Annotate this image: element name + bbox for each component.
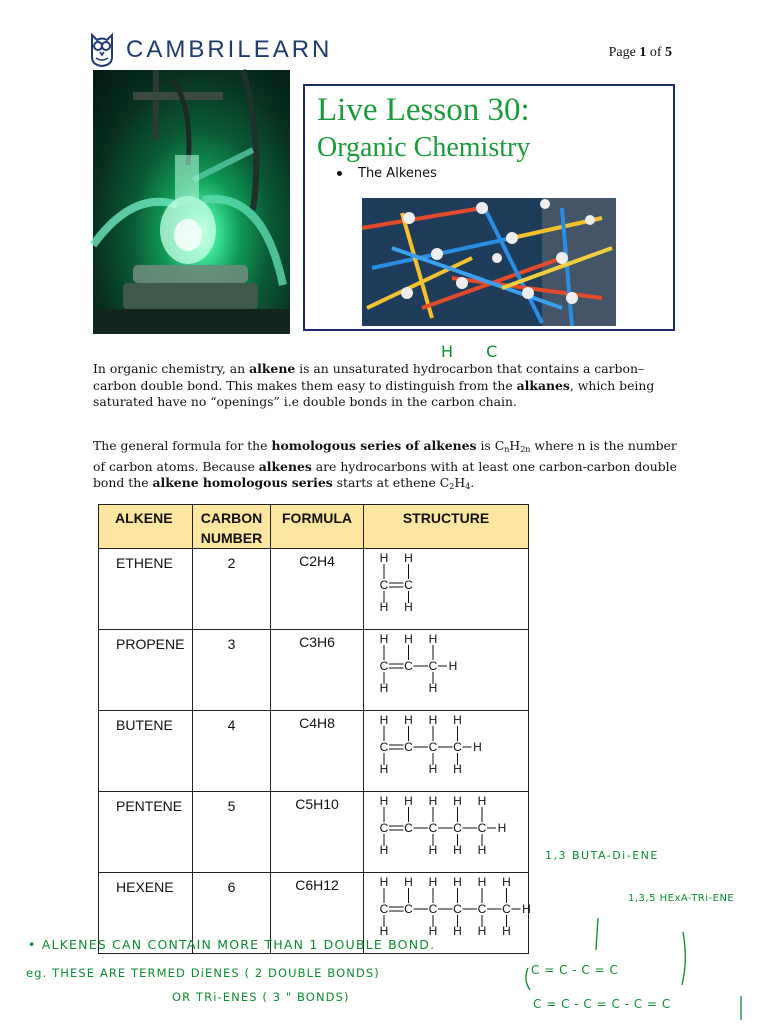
hydrogen-atom: H <box>453 875 462 889</box>
hydrogen-atom: H <box>502 924 511 938</box>
para2-text-6: starts at ethene C <box>332 475 450 491</box>
hydrogen-atom: H <box>428 762 438 776</box>
hydrogen-atom: H <box>428 632 438 646</box>
alkene-table <box>98 504 529 954</box>
hydrogen-atom: H <box>453 924 462 938</box>
alkene-name-cell: PENTENE <box>99 792 193 873</box>
page-prefix: Page <box>608 45 640 60</box>
hydrogen-atom: H <box>497 821 507 835</box>
carbon-atom: C <box>379 821 389 835</box>
carbon-atom: C <box>453 740 462 754</box>
owl-icon <box>88 31 116 69</box>
hydrogen-atom: H <box>404 875 413 889</box>
hydrogen-atom: H <box>404 713 413 727</box>
hydrogen-atom: H <box>453 713 462 727</box>
hydrogen-atom: H <box>477 794 487 808</box>
table-row <box>99 792 529 873</box>
para2-sub-h: 4 <box>465 482 471 492</box>
hydrogen-atom: H <box>428 924 438 938</box>
handwritten-hc: H C <box>441 342 512 361</box>
hydrogen-atom: H <box>428 794 438 808</box>
intro-paragraph <box>93 361 678 411</box>
para2-bold-3: alkene homologous series <box>152 475 333 491</box>
carbon-atom: C <box>404 659 413 673</box>
hydrogen-atom: H <box>453 843 462 857</box>
header-formula: FORMULA <box>271 505 364 549</box>
para1-text-1: In organic chemistry, an <box>93 361 250 376</box>
bullet-dot-icon <box>337 171 342 176</box>
para2-bold-1: homologous series of alkenes <box>271 438 477 453</box>
hydrogen-atom: H <box>428 713 438 727</box>
hydrogen-atom: H <box>502 875 511 889</box>
structural-formula <box>364 630 528 700</box>
hydrogen-atom: H <box>379 843 389 857</box>
table-row <box>99 711 529 792</box>
para2-text-8: . <box>470 475 475 491</box>
alkene-name-cell: HEXENE <box>99 873 193 954</box>
para2-sub-2n: 2n <box>520 445 531 454</box>
hydrogen-atom: H <box>453 762 462 776</box>
handwritten-diene-chain: C = C - C = C <box>531 963 619 977</box>
hydrogen-atom: H <box>448 659 458 673</box>
carbon-atom: C <box>428 902 438 916</box>
handwritten-hexatriene: 1,3,5 HExA-TRi-ENE <box>628 893 735 904</box>
hydrogen-atom: H <box>428 843 438 857</box>
formula-cell: C3H6 <box>271 630 364 711</box>
carbon-atom: C <box>428 659 438 673</box>
carbon-atom: C <box>404 902 413 916</box>
hydrogen-atom: H <box>379 551 389 565</box>
para2-text-3: H <box>509 438 521 453</box>
hydrogen-atom: H <box>404 551 413 565</box>
hydrogen-atom: H <box>379 632 389 646</box>
hydrogen-atom: H <box>428 875 438 889</box>
hydrogen-atom: H <box>379 762 389 776</box>
para2-text-5: are hydrocarbons with at least one carbon-carbon double bond the <box>93 458 677 491</box>
carbon-atom: C <box>477 821 487 835</box>
brand-name: CAMBRILEARN <box>126 36 333 63</box>
formula-cell: C5H10 <box>271 792 364 873</box>
carbon-atom: C <box>379 740 389 754</box>
structural-formula <box>364 711 528 781</box>
carbon-number-cell: 5 <box>193 792 271 873</box>
table-row <box>99 549 529 630</box>
molecular-model-photo <box>362 198 616 326</box>
lesson-title-box <box>303 84 675 331</box>
carbon-atom: C <box>453 821 462 835</box>
topic-bullet-text: The Alkenes <box>358 166 437 181</box>
carbon-number-cell: 6 <box>193 873 271 954</box>
hydrogen-atom: H <box>379 875 389 889</box>
para1-bold-alkene: alkene <box>249 361 296 376</box>
page-total: 5 <box>665 45 672 60</box>
carbon-atom: C <box>379 902 389 916</box>
formula-cell: C2H4 <box>271 549 364 630</box>
hydrogen-atom: H <box>379 600 389 614</box>
hydrogen-atom: H <box>477 924 487 938</box>
hydrogen-atom: H <box>379 681 389 695</box>
lesson-subtitle: Organic Chemistry <box>317 132 531 163</box>
para2-sub-c: 2 <box>449 482 455 492</box>
hydrogen-atom: H <box>477 843 487 857</box>
hydrogen-atom: H <box>473 740 482 754</box>
para1-text-2: is an unsaturated hydrocarbon that contains a carbon–carbon double bond. This makes them easy to distinguish from the <box>93 361 645 393</box>
hydrogen-atom: H <box>404 600 413 614</box>
hydrogen-atom: H <box>379 713 389 727</box>
handwritten-triene-chain: C = C - C = C - C = C <box>533 997 671 1011</box>
carbon-atom: C <box>502 902 511 916</box>
structure-cell <box>364 711 529 792</box>
carbon-atom: C <box>379 659 389 673</box>
para2-sub-n: n <box>504 445 510 454</box>
header-structure: STRUCTURE <box>364 505 529 549</box>
carbon-atom: C <box>379 578 389 592</box>
carbon-atom: C <box>477 902 487 916</box>
formula-paragraph <box>93 438 678 496</box>
alkene-name-cell: PROPENE <box>99 630 193 711</box>
structure-cell <box>364 792 529 873</box>
alkene-name-cell: ETHENE <box>99 549 193 630</box>
para2-text-7: H <box>454 475 466 491</box>
hydrogen-atom: H <box>477 875 487 889</box>
carbon-number-cell: 4 <box>193 711 271 792</box>
carbon-number-cell: 3 <box>193 630 271 711</box>
structure-cell <box>364 549 529 630</box>
hydrogen-atom: H <box>428 681 438 695</box>
para2-bold-2: alkenes <box>258 458 312 474</box>
carbon-atom: C <box>404 740 413 754</box>
topic-bullet <box>337 166 437 181</box>
page-of: of <box>646 45 665 60</box>
para1-bold-alkanes: alkanes <box>516 377 570 393</box>
carbon-atom: C <box>453 902 462 916</box>
formula-cell: C6H12 <box>271 873 364 954</box>
page-current: 1 <box>639 45 647 60</box>
para2-text-1: The general formula for the <box>93 438 272 453</box>
hydrogen-atom: H <box>379 924 389 938</box>
hydrogen-atom: H <box>404 632 413 646</box>
carbon-atom: C <box>404 578 413 592</box>
header-alkene: ALKENE <box>99 505 193 549</box>
para2-text-2: is C <box>476 438 505 453</box>
hydrogen-atom: H <box>522 902 531 916</box>
para1-text-3: , which being saturated have no “openings” i.e double bonds in the carbon chain. <box>93 377 655 410</box>
structural-formula <box>364 792 528 862</box>
header-carbon-number: CARBON NUMBER <box>193 505 271 549</box>
hydrogen-atom: H <box>379 794 389 808</box>
structure-cell <box>364 630 529 711</box>
carbon-atom: C <box>404 821 413 835</box>
table-row <box>99 630 529 711</box>
hydrogen-atom: H <box>453 794 462 808</box>
handwritten-butadiene: 1,3 BUTA-Di-ENE <box>545 849 659 862</box>
formula-cell: C4H8 <box>271 711 364 792</box>
lesson-title: Live Lesson 30: <box>317 92 530 128</box>
carbon-atom: C <box>428 821 438 835</box>
carbon-atom: C <box>428 740 438 754</box>
handwritten-note-2: eg. THESE ARE TERMED DiENES ( 2 DOUBLE BONDS) <box>26 966 380 980</box>
carbon-number-cell: 2 <box>193 549 271 630</box>
handwritten-note-1: • ALKENES CAN CONTAIN MORE THAN 1 DOUBLE BOND. <box>28 937 436 952</box>
structural-formula <box>364 549 528 619</box>
table-header-row <box>99 505 529 549</box>
page-indicator <box>609 45 672 61</box>
lab-apparatus-photo <box>93 70 290 334</box>
brand-logo <box>88 30 332 70</box>
alkene-name-cell: BUTENE <box>99 711 193 792</box>
para2-text-4: where n is the number of carbon atoms. Because <box>93 438 677 474</box>
hydrogen-atom: H <box>404 794 413 808</box>
handwritten-note-3: OR TRi-ENES ( 3 " BONDS) <box>172 990 350 1004</box>
structural-formula <box>364 873 531 943</box>
